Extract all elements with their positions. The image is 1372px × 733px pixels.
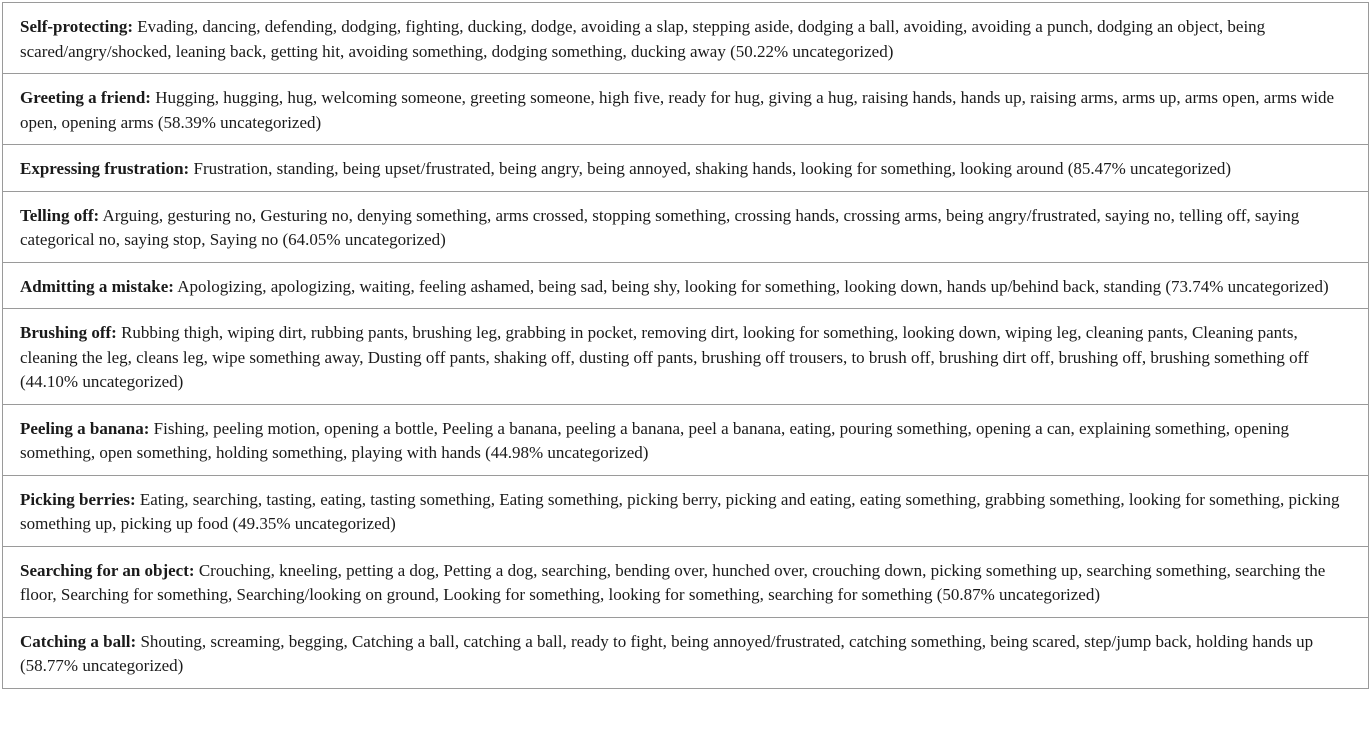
table-row — [2, 2, 1369, 73]
category-label: Peeling a banana: — [20, 418, 150, 438]
category-label: Catching a ball: — [20, 631, 137, 651]
category-descriptions: Evading, dancing, defending, dodging, fighting, ducking, dodge, avoiding a slap, stepping aside, dodging a ball, avoiding, avoiding a punch, dodging an object, being scared/angry/shocked, leaning back, getting hit, avoiding something, dodging something, ducking away (50.22% uncategorized) — [20, 17, 1266, 61]
category-descriptions: Hugging, hugging, hug, welcoming someone, greeting someone, high five, ready for hug, giving a hug, raising hands, hands up, raising arms, arms up, arms open, arms wide open, opening arms (58.39% uncategorized) — [20, 88, 1335, 132]
category-descriptions: Eating, searching, tasting, eating, tasting something, Eating something, picking berry, picking and eating, eating something, grabbing something, looking for something, picking something up, picking up food (49.35% uncategorized) — [20, 489, 1340, 533]
category-label: Brushing off: — [20, 323, 117, 342]
category-descriptions: Frustration, standing, being upset/frustrated, being angry, being annoyed, shaking hands, looking for something, looking around (85.47% uncategorized) — [189, 159, 1232, 178]
category-label: Searching for an object: — [20, 560, 195, 580]
table-row — [2, 73, 1369, 144]
table-row — [2, 546, 1369, 617]
category-label: Expressing frustration: — [20, 159, 190, 178]
gesture-category-table — [2, 2, 1369, 689]
category-descriptions: Fishing, peeling motion, opening a bottle, Peeling a banana, peeling a banana, peel a banana, eating, pouring something, opening a can, explaining something, opening something, open something, holding something, playing with hands (44.98% uncategorized) — [20, 418, 1290, 462]
category-descriptions: Apologizing, apologizing, waiting, feeling ashamed, being sad, being shy, looking for something, looking down, hands up/behind back, standing (73.74% uncategorized) — [173, 276, 1329, 296]
category-label: Admitting a mistake: — [20, 276, 174, 296]
category-descriptions: Arguing, gesturing no, Gesturing no, denying something, arms crossed, stopping something, crossing hands, crossing arms, being angry/frustrated, saying no, telling off, saying categorical no, saying stop, Saying no (64.05% uncategorized) — [20, 205, 1300, 249]
table-row — [2, 404, 1369, 475]
category-label: Telling off: — [20, 205, 100, 225]
table-row — [2, 475, 1369, 546]
table-row — [2, 617, 1369, 689]
category-descriptions: Shouting, screaming, begging, Catching a ball, catching a ball, ready to fight, being annoyed/frustrated, catching something, being scared, step/jump back, holding hands up (58.77% uncategorized) — [20, 631, 1314, 675]
category-label: Greeting a friend: — [20, 88, 151, 107]
table-row — [2, 191, 1369, 262]
category-label: Self-protecting: — [20, 17, 133, 36]
table-row — [2, 144, 1369, 191]
table-row — [2, 262, 1369, 309]
category-label: Picking berries: — [20, 489, 136, 509]
category-descriptions: Crouching, kneeling, petting a dog, Petting a dog, searching, bending over, hunched over, crouching down, picking something up, searching something, searching the floor, Searching for something, Searching/looking on ground, Looking for something, looking for something, searching for something (50.87% uncategorized) — [20, 560, 1326, 604]
category-descriptions: Rubbing thigh, wiping dirt, rubbing pants, brushing leg, grabbing in pocket, removing dirt, looking for something, looking down, wiping leg, cleaning pants, Cleaning pants, cleaning the leg, cleans leg, wipe something away, Dusting off pants, shaking off, dusting off pants, brushing off trousers, to brush off, brushing dirt off, brushing off, brushing something off (44.10% uncategorized) — [20, 323, 1309, 391]
table-row — [2, 308, 1369, 404]
